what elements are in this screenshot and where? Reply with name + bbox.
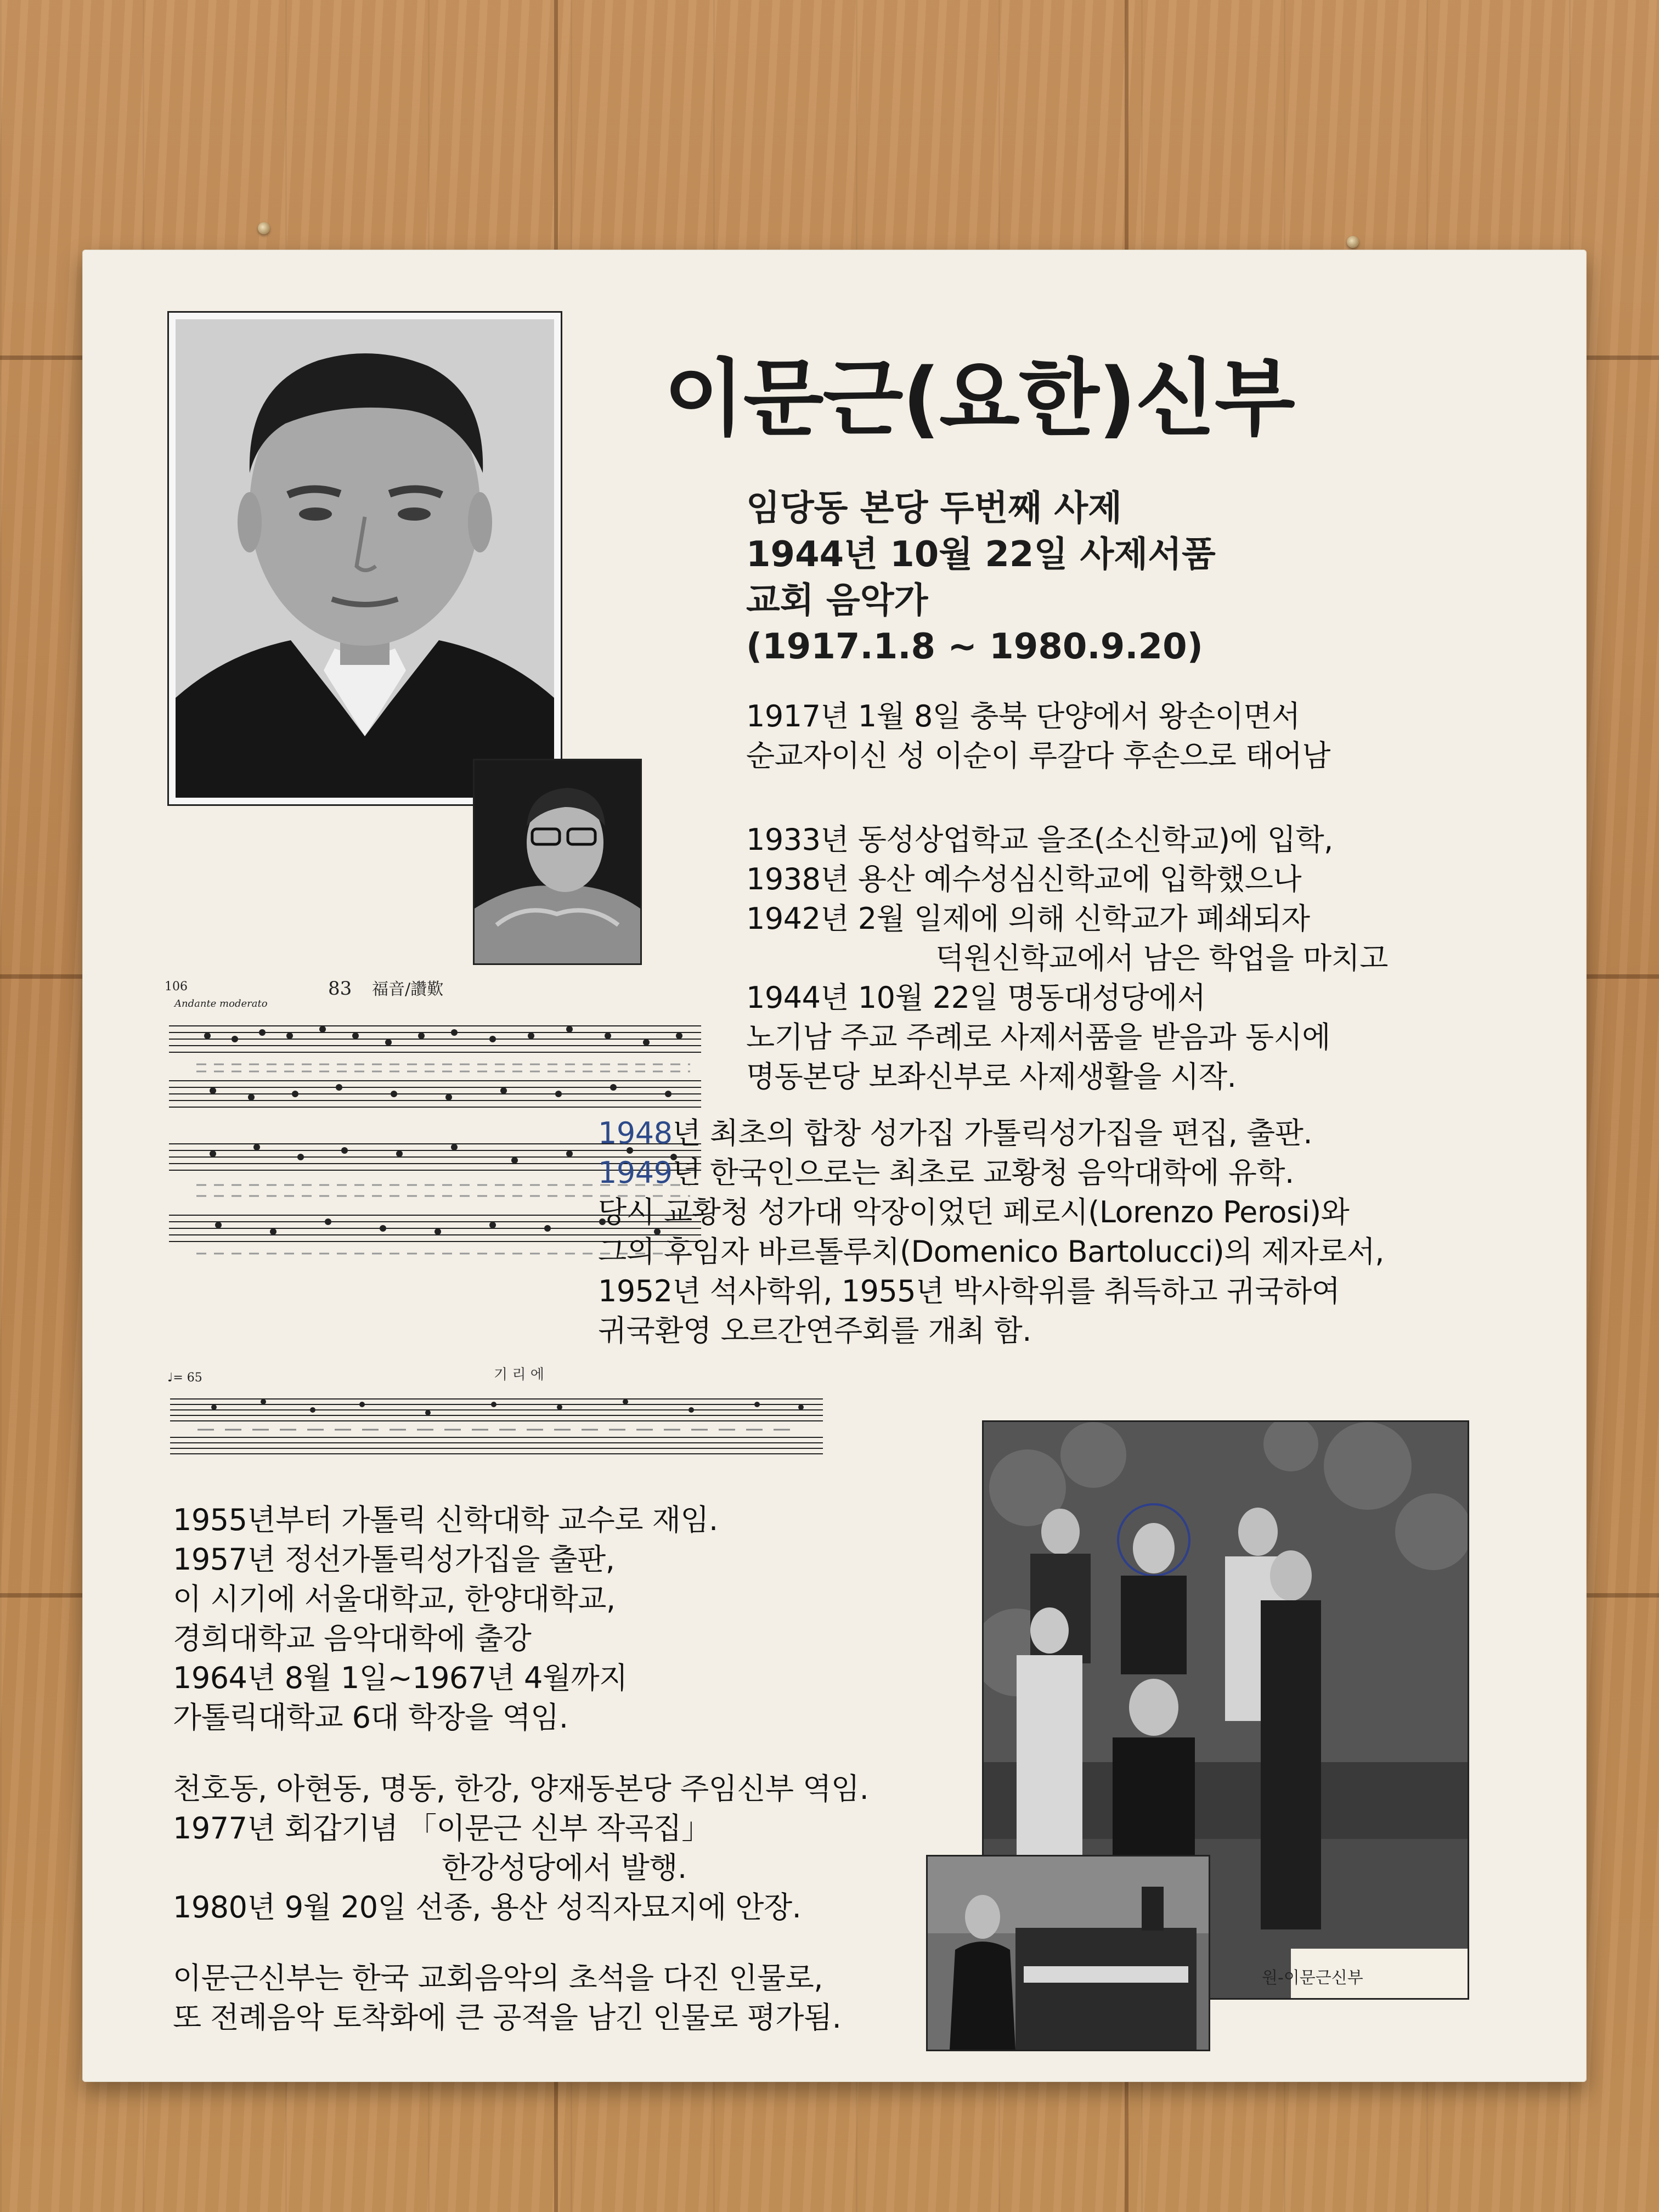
text-line: 1977년 회갑기념 「이문근 신부 작곡집」: [173, 1811, 711, 1846]
portrait-photo: [167, 311, 562, 806]
text-line: [598, 1114, 1384, 1153]
birth-paragraph: [746, 697, 1330, 776]
group-photo-caption: 원-이문근신부: [1262, 1968, 1363, 1988]
text-line: 1942년 2월 일제에 의해 신학교가 폐쇄되자: [746, 901, 1310, 936]
score1-heading: 福音/讚歎: [372, 980, 444, 999]
text-line: 1933년 동성상업학교 을조(소신학교)에 입학,: [746, 822, 1333, 857]
exhibit-board: [82, 250, 1587, 2082]
score1-number: 83: [328, 978, 352, 1000]
summary-line: 교회 음악가: [746, 580, 928, 621]
summary-line: 임당동 본당 두번째 사제: [746, 488, 1122, 529]
text-line: 그의 후임자 바르톨루치(Domenico Bartolucci)의 제자로서,: [598, 1234, 1384, 1269]
priest-at-organ-image: [928, 1857, 1209, 2050]
music-study-paragraph: [598, 1114, 1384, 1351]
text-line: 가톨릭대학교 6대 학장을 역임.: [173, 1700, 568, 1735]
text-line: 덕원신학교에서 남은 학업을 마치고: [935, 941, 1388, 975]
organ-photo: [926, 1855, 1210, 2051]
score1-page: 106: [165, 980, 188, 994]
text-line: 천호동, 아현동, 명동, 한강, 양재동본당 주임신부 역임.: [173, 1771, 869, 1806]
text-line: 1952년 석사학위, 1955년 박사학위를 취득하고 귀국하여: [598, 1274, 1340, 1308]
text-line: 한강성당에서 발행.: [442, 1850, 687, 1885]
summary-line: 1944년 10월 22일 사제서품: [746, 534, 1216, 575]
text-line: 순교자이신 성 이순이 루갈다 후손으로 태어남: [746, 738, 1330, 773]
text-fragment: 년 최초의 합창 성가집 가톨릭성가집을 편집, 출판.: [672, 1116, 1313, 1150]
text-line: 명동본당 보좌신부로 사제생활을 시작.: [746, 1059, 1237, 1094]
priest-portrait-image: [176, 319, 554, 798]
text-line: 이 시기에 서울대학교, 한양대학교,: [173, 1582, 616, 1616]
year-highlight: 1949: [598, 1155, 673, 1190]
text-line: 1957년 정선가톨릭성가집을 출판,: [173, 1542, 615, 1577]
text-line: 1980년 9월 20일 선종, 용산 성직자묘지에 안장.: [173, 1890, 802, 1925]
wall-nail: [1347, 236, 1359, 248]
sheet-music-kyrie-image: [165, 1366, 900, 1462]
text-line: 1955년부터 가톨릭 신학대학 교수로 재임.: [173, 1503, 718, 1537]
wall-nail: [258, 222, 270, 234]
text-line: 노기남 주교 주례로 사제서품을 받음과 동시에: [746, 1020, 1330, 1054]
text-line: 또 전례음악 토착화에 큰 공적을 남긴 인물로 평가됨.: [173, 2000, 842, 2035]
text-line: 경희대학교 음악대학에 출강: [173, 1621, 532, 1656]
small-photo-vestment: [473, 759, 642, 965]
score1-tempo: Andante moderato: [174, 998, 268, 1009]
career-paragraph: [173, 1500, 718, 1737]
text-line: 당시 교황청 성가대 악장이었던 페로시(Lorenzo Perosi)와: [598, 1195, 1350, 1229]
music-score-2: [165, 1366, 900, 1462]
summary-line: (1917.1.8 ~ 1980.9.20): [746, 627, 1203, 667]
score2-tempo: ♩= 65: [167, 1371, 202, 1385]
page-title: 이문근(요한)신부: [664, 350, 1294, 447]
text-line: 1964년 8월 1일~1967년 4월까지: [173, 1661, 628, 1695]
later-paragraph: [173, 1769, 868, 1927]
summary-block: [746, 486, 1216, 670]
conclusion-paragraph: [173, 1959, 841, 2038]
score2-heading: 기 리 에: [494, 1367, 544, 1383]
text-line: 귀국환영 오르간연주회를 개최 함.: [598, 1313, 1031, 1348]
text-line: [598, 1153, 1384, 1193]
text-line: 1938년 용산 예수성심신학교에 입학했으나: [746, 862, 1302, 896]
year-highlight: 1948: [598, 1116, 673, 1150]
priest-vestment-image: [475, 760, 640, 963]
text-line: 이문근신부는 한국 교회음악의 초석을 다진 인물로,: [173, 1961, 823, 1995]
education-paragraph: [746, 820, 1388, 1097]
text-line: 1944년 10월 22일 명동대성당에서: [746, 980, 1206, 1015]
text-fragment: 년 한국인으로는 최초로 교황청 음악대학에 유학.: [672, 1155, 1294, 1190]
text-line: 1917년 1월 8일 충북 단양에서 왕손이면서: [746, 699, 1300, 733]
